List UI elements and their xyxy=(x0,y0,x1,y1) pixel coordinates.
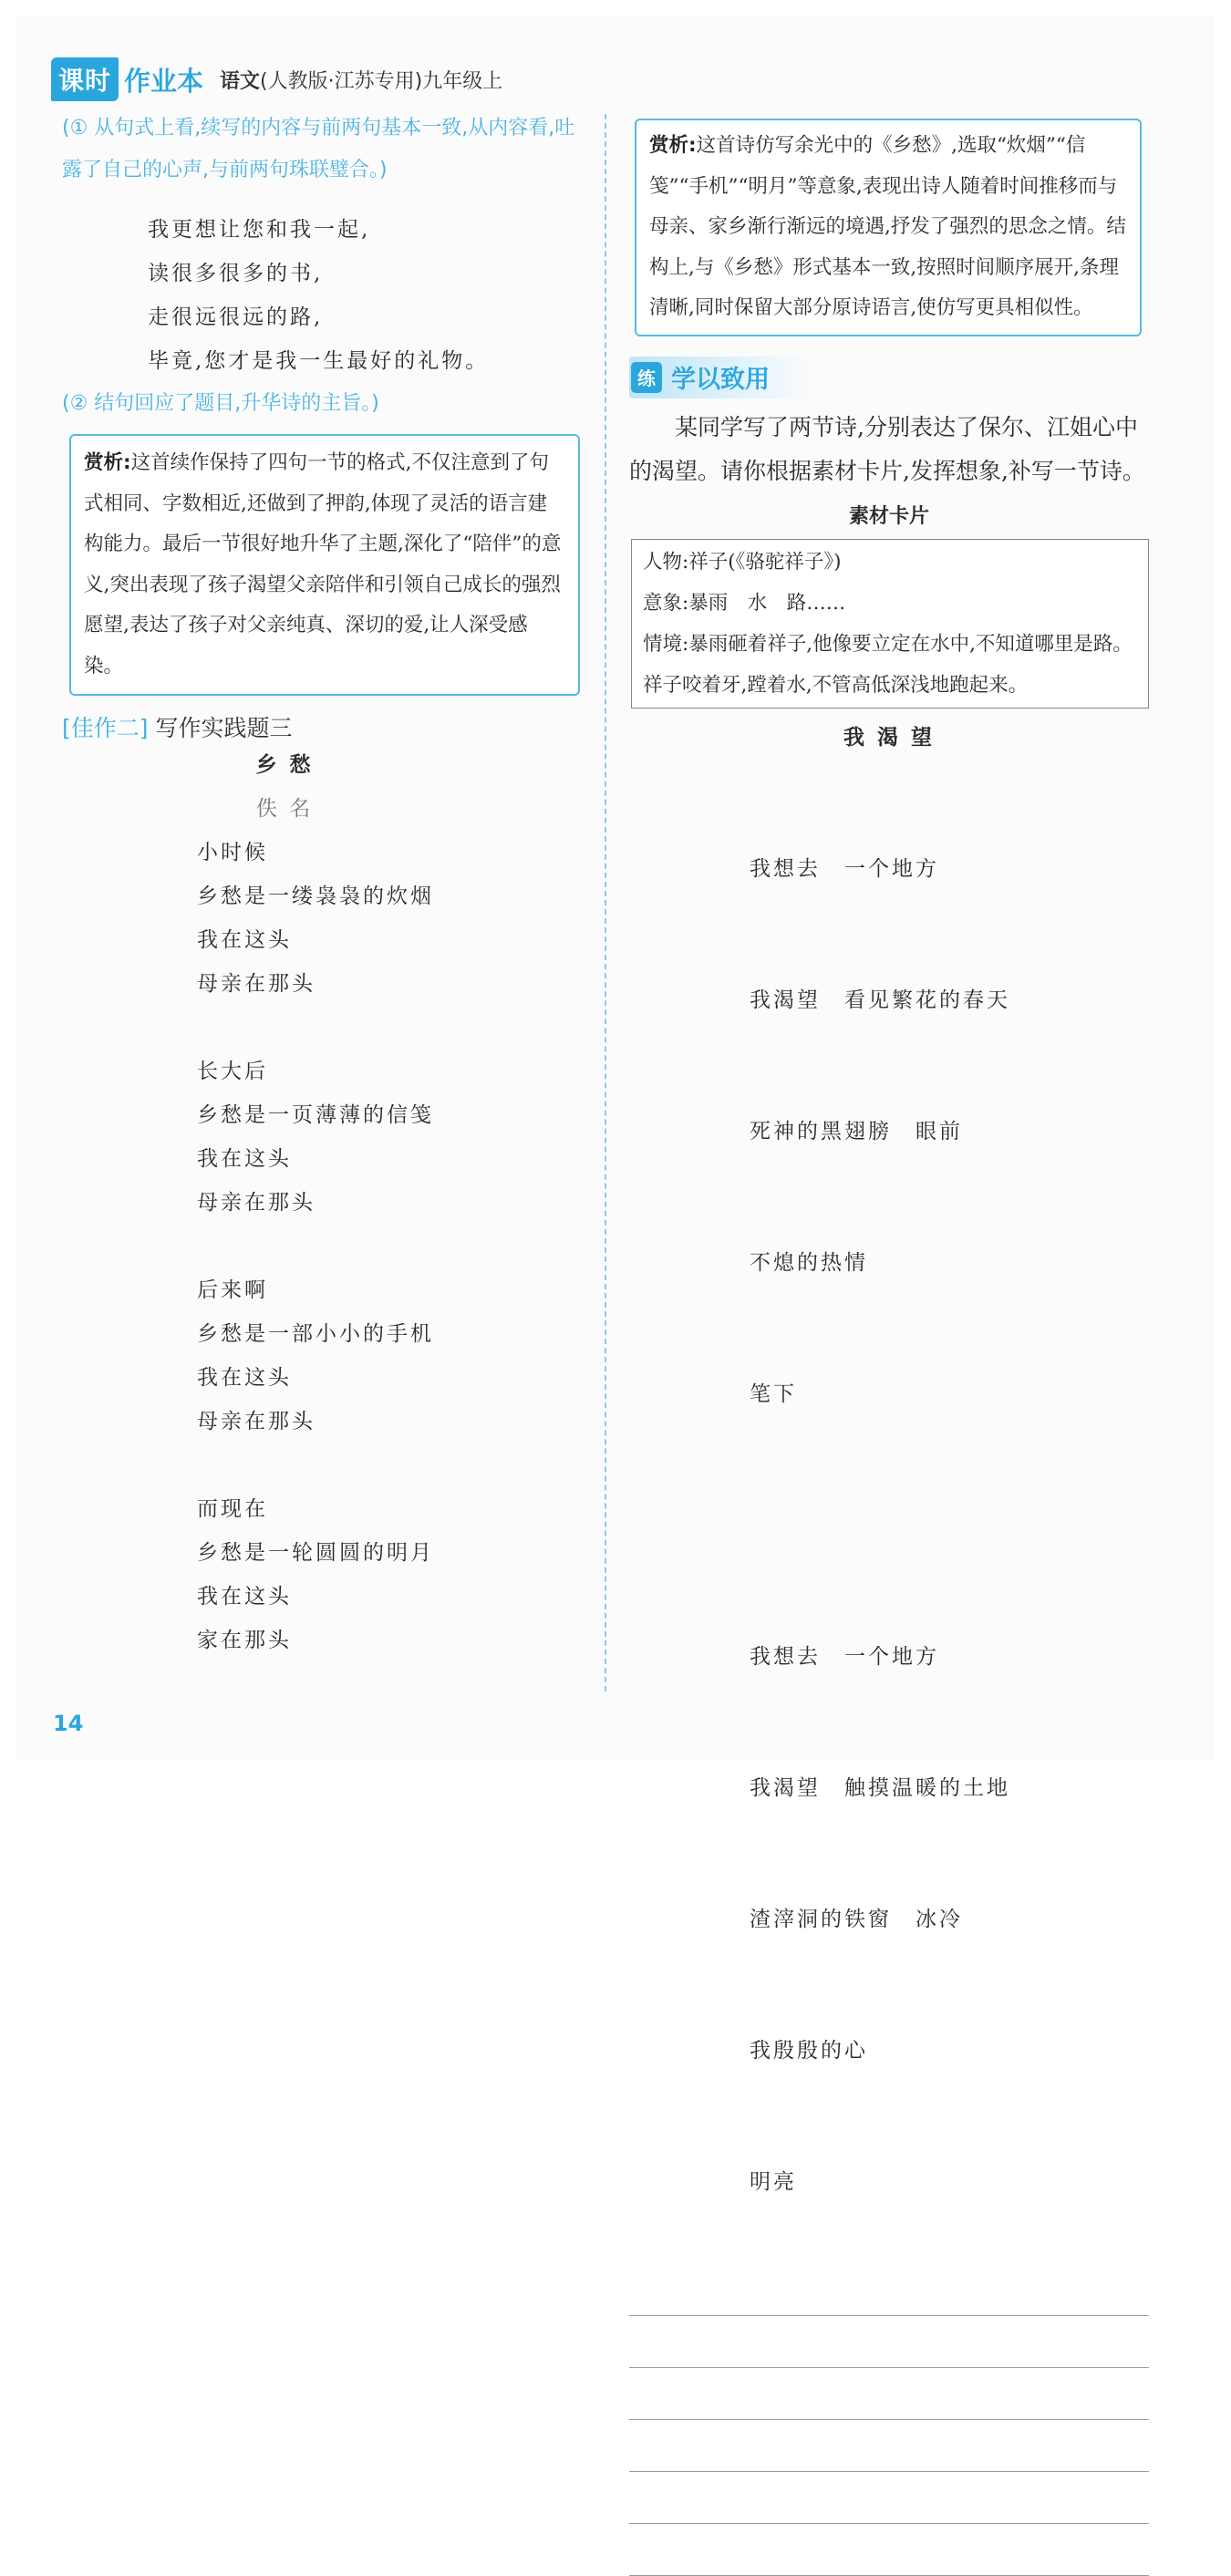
stanza-3 xyxy=(197,1268,585,1443)
brand-logo: 课时 xyxy=(51,57,119,101)
right-column xyxy=(629,119,1149,2576)
stanza-1 xyxy=(197,831,585,1006)
poem-line: 我更想让您和我一起, xyxy=(148,218,371,242)
poem-title-text: 我 渴 望 xyxy=(843,725,935,750)
stanza-2 xyxy=(197,1050,585,1225)
analysis-text: 这首续作保持了四句一节的格式,不仅注意到了句式相同、字数相近,还做到了押韵,体现了灵活的语言建构能力。最后一节很好地升华了主题,深化了“陪伴”的意义,突出表现了孩子渴望父亲陪伴和引领自己成长的强烈愿望,表达了孩子对父亲纯真、深切的爱,让人深受感染。 xyxy=(84,451,562,678)
poem-title-text: 乡 愁 xyxy=(255,752,314,777)
poem-line: 死神的黑翅膀 眼前 xyxy=(750,1119,963,1143)
practice-heading xyxy=(629,357,812,398)
poem-line: 我想去 一个地方 xyxy=(750,856,939,881)
poem-line: 长大后 xyxy=(197,1060,268,1083)
annotation-1: (① 从句式上看,续写的内容与前两句基本一致,从内容看,吐露了自己的心声,与前两句珠联璧合。) xyxy=(62,117,575,181)
poem-line: 不熄的热情 xyxy=(750,1250,868,1275)
poem-line: 母亲在那头 xyxy=(197,1191,316,1215)
poem-line: 走很远很远的路, xyxy=(148,305,324,329)
poem-line: 我在这头 xyxy=(197,1147,292,1171)
poem-line: 毕竟,您才是我一生最好的礼物。 xyxy=(148,349,490,373)
edition-label: (人教版·江苏专用)九年级上 xyxy=(260,69,503,93)
poem-line: 我在这头 xyxy=(197,928,292,952)
stanza-4 xyxy=(197,1487,585,1662)
answer-line[interactable] xyxy=(629,2575,1149,2576)
practice-title: 学以致用 xyxy=(671,366,770,394)
analysis-label: 赏析: xyxy=(649,134,697,157)
task-instruction: 某同学写了两节诗,分别表达了保尔、江姐心中的渴望。请你根据素材卡片,发挥想象,补写一节诗。 xyxy=(629,413,1145,484)
stanza-right-2 xyxy=(750,1547,1149,2292)
poem-line: 母亲在那头 xyxy=(197,1410,316,1433)
poem-line: 读很多很多的书, xyxy=(148,262,324,285)
column-divider xyxy=(605,114,606,1691)
answer-line[interactable] xyxy=(629,2315,1149,2316)
poem-title-right xyxy=(629,716,1149,760)
poem-line: 家在那头 xyxy=(197,1629,292,1652)
card-title: 素材卡片 xyxy=(848,504,929,528)
card-line: 意象:暴雨 水 路…… xyxy=(643,591,846,615)
poem-title xyxy=(66,743,503,787)
poem-author xyxy=(66,787,503,831)
answer-line[interactable] xyxy=(629,2367,1149,2368)
poem-line: 乡愁是一轮圆圆的明月 xyxy=(197,1541,434,1565)
poem-line: 我殷殷的心 xyxy=(750,2038,868,2063)
page-number: 14 xyxy=(53,1711,84,1736)
annotation-2: (② 结句回应了题目,升华诗的主旨。) xyxy=(62,392,379,415)
answer-line[interactable] xyxy=(629,2523,1149,2524)
subject-name: 语文 xyxy=(220,69,261,93)
poem-line: 我在这头 xyxy=(197,1366,292,1390)
continuation-poem xyxy=(148,208,585,383)
stanza-right-1 xyxy=(750,760,1149,1504)
poem-line: 我渴望 看见繁花的春天 xyxy=(750,988,1010,1012)
poem-line: 我想去 一个地方 xyxy=(750,1644,939,1669)
material-card xyxy=(631,539,1149,709)
section-heading xyxy=(62,710,585,743)
poem-line: 笔下 xyxy=(750,1381,797,1406)
poem-line: 乡愁是一页薄薄的信笺 xyxy=(197,1103,434,1127)
poem-line: 乡愁是一缕袅袅的炊烟 xyxy=(197,885,434,908)
poem-line: 我在这头 xyxy=(197,1585,292,1609)
left-column xyxy=(62,108,585,1662)
analysis-text: 这首诗仿写余光中的《乡愁》,选取“炊烟”“信笺”“手机”“明月”等意象,表现出诗人随着时间推移而与母亲、家乡渐行渐远的境遇,抒发了强烈的思念之情。结构上,与《乡愁》形式基本一致,按照时间顺序展开,条理清晰,同时保留大部分原诗语言,使仿写更具相似性。 xyxy=(649,134,1126,319)
poem-line: 明亮 xyxy=(750,2169,797,2194)
practice-icon: 练 xyxy=(631,362,662,393)
section-title: 写作实践题三 xyxy=(155,715,293,741)
poem-line: 而现在 xyxy=(197,1497,268,1521)
answer-area[interactable] xyxy=(629,2315,1149,2576)
poem-line: 母亲在那头 xyxy=(197,972,316,996)
section-tag: [佳作二] xyxy=(62,715,149,741)
answer-line[interactable] xyxy=(629,2471,1149,2472)
card-line: 人物:祥子(《骆驼祥子》) xyxy=(643,550,842,574)
header-subject xyxy=(220,66,502,94)
poem-line: 渣滓洞的铁窗 冰冷 xyxy=(750,1907,963,1931)
analysis-box-2 xyxy=(635,119,1142,336)
card-line: 情境:暴雨砸着祥子,他像要立定在水中,不知道哪里是路。祥子咬着牙,蹚着水,不管高低深浅地跑起来。 xyxy=(643,632,1133,697)
poem-line: 我渴望 触摸温暖的土地 xyxy=(750,1775,1010,1800)
page-header xyxy=(51,57,502,102)
brand-word: 作业本 xyxy=(124,65,204,97)
poem-line: 乡愁是一部小小的手机 xyxy=(197,1322,434,1346)
answer-line[interactable] xyxy=(629,2419,1149,2420)
analysis-label: 赏析: xyxy=(84,451,131,474)
poem-line: 后来啊 xyxy=(197,1278,268,1302)
poem-author-text: 佚 名 xyxy=(255,797,314,821)
analysis-box-1 xyxy=(69,434,580,696)
poem-line: 小时候 xyxy=(197,841,268,864)
